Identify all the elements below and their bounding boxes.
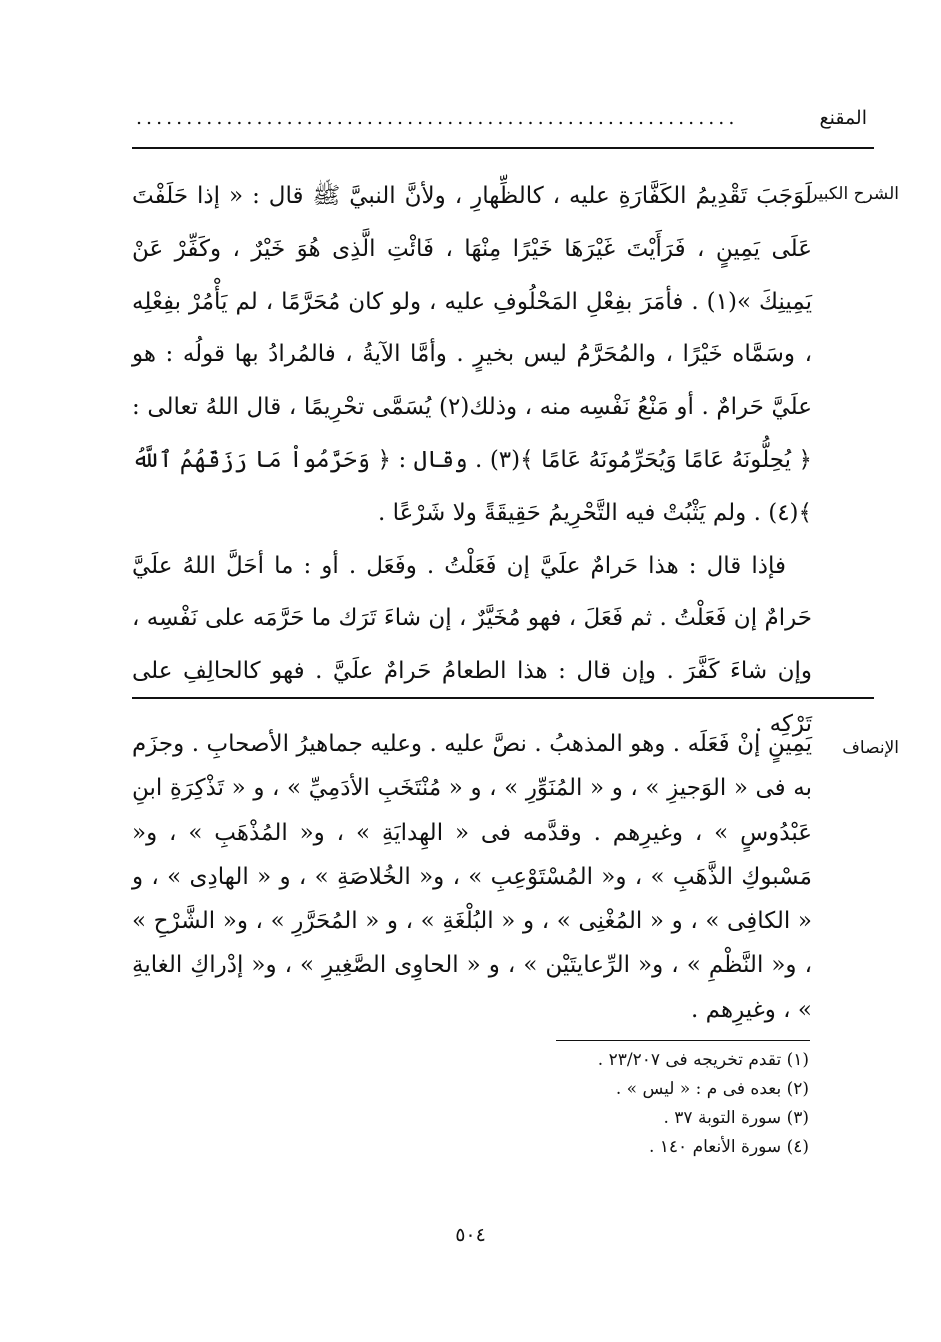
- footnote-1: (١) تقدم تخريجه فى ٢٣/٢٠٧ .: [597, 1050, 809, 1070]
- insaf-paragraph: يَمِينٍ إنْ فَعَلَه . وهو المذهبُ . نصَّ عليه . وعليه جماهيرُ الأصحابِ . وجزَم به فى « الوَجيزِ » ، و « المُنَوِّرِ » ، و « مُنْتَخَبِ الأدَمِيِّ » ، و « تَذْكِرَةِ ابنِ عَبْدُوسٍ » ، وغيرِهم . وقدَّمه فى « الهِدايَةِ » ، و« المُذْهَبِ » ، و« مَسْبوكِ الذَّهَبِ » ، و« المُسْتَوْعِبِ » ، و« الخُلاصَةِ » ، و « الهادِى » ، و « الكافِى » ، و « المُغْنِى » ، و « البُلْغَةِ » ، و « المُحَرَّرِ » ، و« الشَّرْحِ » ، و« النَّظْمِ » ، و« الرِّعايتَيْن » ، و « الحاوِى الصَّغِيرِ » ، و« إدْراكِ الغايةِ » ، وغيرِهم .: [132, 731, 812, 1023]
- running-header-title: المقنع: [819, 107, 867, 129]
- section-label-sharh: الشرح الكبير: [809, 184, 899, 204]
- footnote-rule: [556, 1040, 810, 1041]
- header-rule: [132, 147, 874, 149]
- insaf-text: [132, 722, 812, 1032]
- page-number: ٥٠٤: [455, 1224, 486, 1246]
- footnotes-list: [309, 1046, 809, 1162]
- footnote-4: (٤) سورة الأنعام ١٤٠ .: [648, 1137, 809, 1157]
- section-divider: [132, 697, 874, 699]
- sharh-paragraph-2: فإذا قال : هذا حَرامٌ علَيَّ إن فَعَلْتُ . وفَعَل . أو : ما أحَلَّ اللهُ علَيَّ حَرامٌ إن فَعَلْتُ . ثم فَعَلَ ، فهو مُخَيَّرٌ ، إن شاءَ تَرَك ما حَرَّمَه على نَفْسِه ، وإن شاءَ كَفَّرَ . وإن قال : هذا الطعامُ حَرامٌ علَيَّ . فهو كالحالِفِ على تَرْكِه .: [132, 552, 812, 737]
- sharh-text: [132, 170, 812, 751]
- header-dotted-leader: ............................................................: [136, 107, 739, 129]
- sharh-paragraph-1: لَوَجَبَ تَقْدِيمُ الكَفَّارَةِ عليه ، كالظِّهارِ ، ولأنَّ النبيَّ ﷺ قال : « إذا حَلَفْتَ عَلَى يَمِينٍ ، فَرَأَيْتَ غَيْرَهَا خَيْرًا مِنْهَا ، فَائْتِ الَّذِى هُوَ خَيْرٌ ، وكَفِّرْ عَنْ يَمِينِكَ »(١) . فأمَرَ بفِعْلِ المَحْلُوفِ عليه ، ولو كان مُحَرَّمًا ، لم يَأْمُرْ بفِعْلِه ، وسَمَّاه خَيْرًا ، والمُحَرَّمُ ليس بخيرٍ . وأمَّا الآيةُ ، فالمُرادُ بها قولُه : هو علَيَّ حَرامٌ . أو مَنْعُ نَفْسِه منه ، وذلك(٢) يُسَمَّى تحْرِيمًا ، قال اللهُ تعالى : ﴿ يُحِلُّونَهُ عَامًا وَيُحَرِّمُونَهُ عَامًا ﴾(٣) . وقال : ﴿ وَحَرَّمُواْ مَا رَزَقَهُمُ ٱللَّهُ ﴾(٤) . ولم يَثْبُتْ فيه التَّحْرِيمُ حَقِيقَةً ولا شَرْعًا .: [132, 183, 812, 526]
- footnote-2: (٢) بعده فى م : « ليس » .: [615, 1079, 809, 1099]
- footnote-3: (٣) سورة التوبة ٣٧ .: [663, 1108, 809, 1128]
- section-label-insaf: الإنصاف: [842, 738, 899, 758]
